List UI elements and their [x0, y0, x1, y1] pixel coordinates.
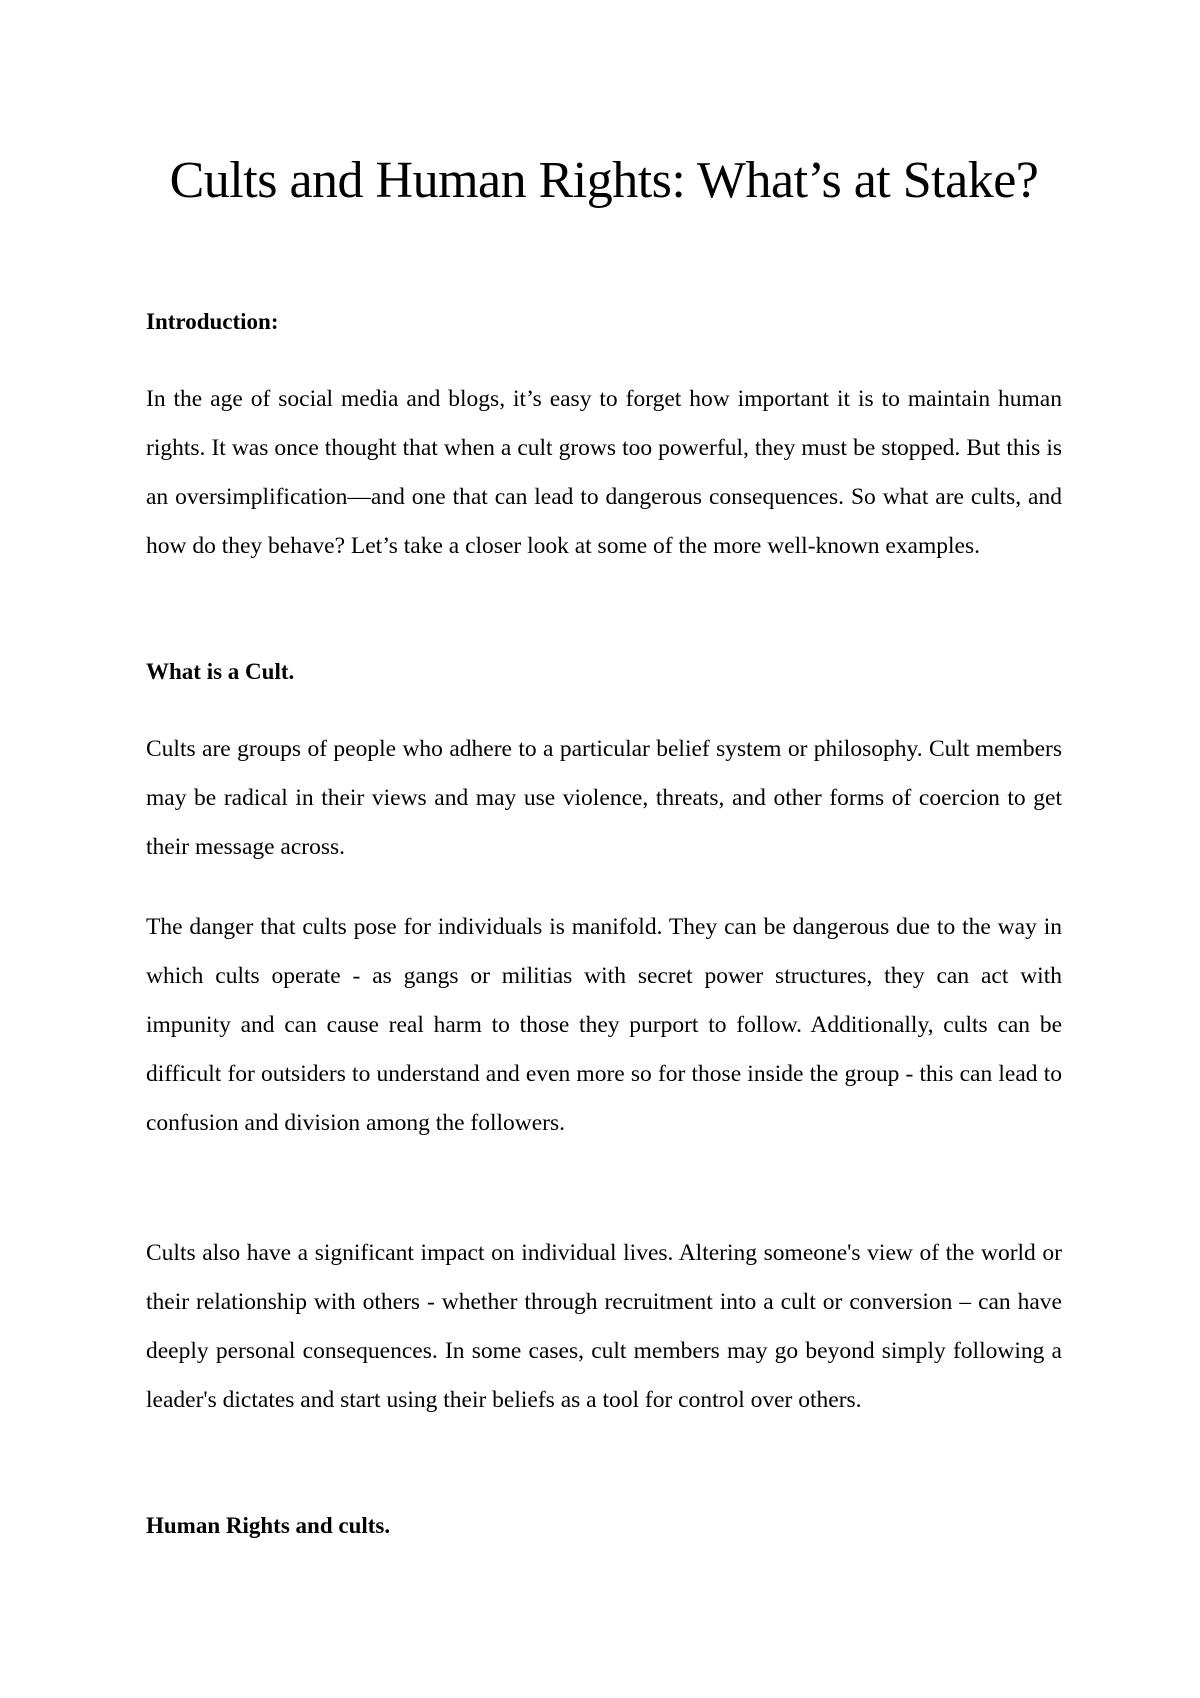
- paragraph-cult-definition: Cults are groups of people who adhere to a particular belief system or philosophy. Cult members may be radical in their views and may use violence, threats, and other forms of coercion to get their message across.: [146, 736, 1062, 860]
- paragraph-cult-danger: The danger that cults pose for individuals is manifold. They can be dangerous due to the way in which cults operate - as gangs or militias with secret power structures, they can act with impunity and can cause real harm to those they purport to follow. Additionally, cults can be difficult for outsiders to understand and even more so for those inside the group - this can lead to confusion and division among the followers.: [146, 914, 1062, 1136]
- section-heading-human-rights: Human Rights and cults.: [146, 1513, 391, 1538]
- paragraph-introduction: In the age of social media and blogs, it’s easy to forget how important it is to maintain human rights. It was once thought that when a cult grows too powerful, they must be stopped. But this is an oversimplification—and one that can lead to dangerous consequences. So what are cults, and how do they behave? Let’s take a closer look at some of the more well-known examples.: [146, 386, 1062, 559]
- section-heading-what-is-a-cult: What is a Cult.: [146, 659, 295, 684]
- section-heading-introduction: Introduction:: [146, 309, 279, 334]
- paragraph-cult-impact: Cults also have a significant impact on individual lives. Altering someone's view of the world or their relationship with others - whether through recruitment into a cult or conversion – can have deeply personal consequences. In some cases, cult members may go beyond simply following a leader's dictates and start using their beliefs as a tool for control over others.: [146, 1240, 1062, 1413]
- document-title: Cults and Human Rights: What’s at Stake?: [169, 152, 1039, 209]
- document-page: [146, 0, 1062, 1698]
